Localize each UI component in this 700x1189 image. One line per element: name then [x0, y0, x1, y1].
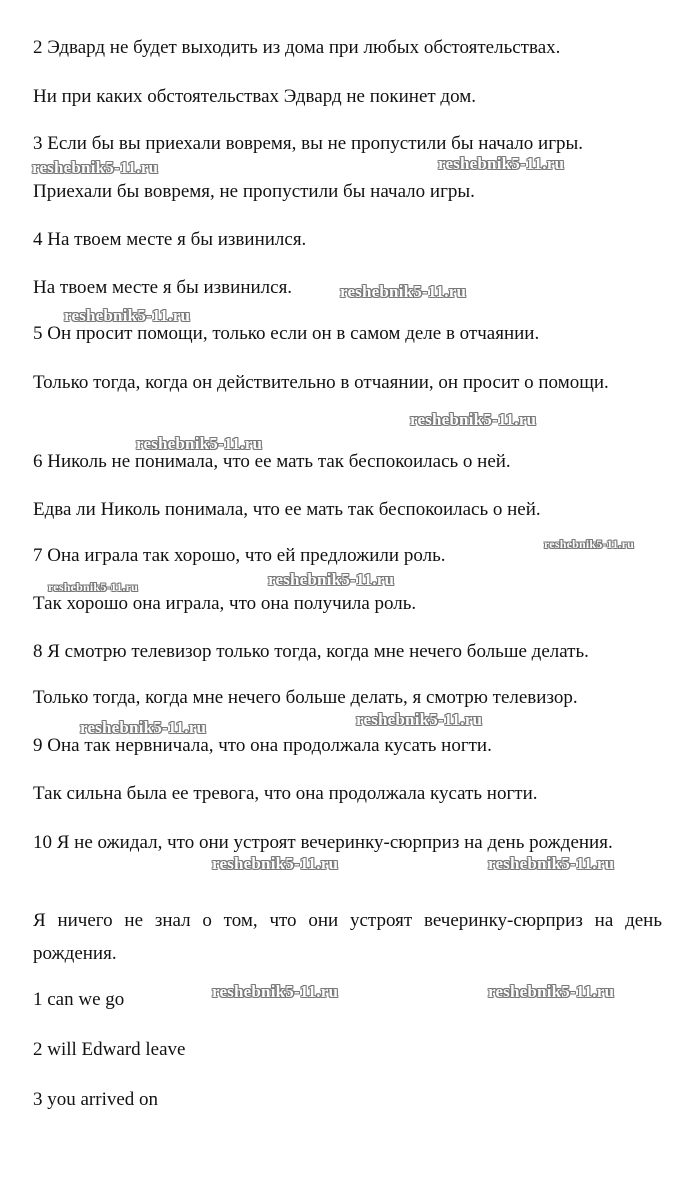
watermark: reshebnik5-11.ru — [48, 580, 138, 594]
watermark: reshebnik5-11.ru — [438, 154, 565, 173]
text-line: 6 Николь не понимала, что ее мать так беспокоилась о ней. — [33, 451, 511, 472]
text-line: 4 На твоем месте я бы извинился. — [33, 229, 307, 250]
text-line: 3 Если бы вы приехали вовремя, вы не пропустили бы начало игры. — [33, 133, 583, 154]
text-paragraph: Я ничего не знал о том, что они устроят вечеринку-сюрприз на день рождения. — [33, 910, 662, 964]
watermark: reshebnik5-11.ru — [356, 710, 483, 729]
text-line: На твоем месте я бы извинился. — [33, 277, 293, 298]
text-line: Так хорошо она играла, что она получила роль. — [33, 593, 417, 614]
watermark: reshebnik5-11.ru — [212, 854, 339, 873]
watermark: reshebnik5-11.ru — [340, 282, 467, 301]
watermark: reshebnik5-11.ru — [410, 410, 537, 429]
text-line: 2 will Edward leave — [33, 1039, 186, 1060]
text-line: 7 Она играла так хорошо, что ей предложили роль. — [33, 545, 446, 566]
text-line: 8 Я смотрю телевизор только тогда, когда мне нечего больше делать. — [33, 641, 589, 662]
text-paragraph: Только тогда, когда он действительно в отчаянии, он просит о помощи. — [33, 372, 609, 393]
text-line: 1 can we go — [33, 989, 125, 1010]
watermark: reshebnik5-11.ru — [212, 982, 339, 1001]
text-line: Ни при каких обстоятельствах Эдвард не покинет дом. — [33, 86, 477, 107]
text-line: Так сильна была ее тревога, что она продолжала кусать ногти. — [33, 783, 538, 804]
text-paragraph: 10 Я не ожидал, что они устроят вечеринку-сюрприз на день рождения. — [33, 832, 613, 853]
watermark: reshebnik5-11.ru — [488, 982, 615, 1001]
text-line: Только тогда, когда мне нечего больше делать, я смотрю телевизор. — [33, 687, 578, 708]
text-line: 3 you arrived on — [33, 1089, 159, 1110]
watermark: reshebnik5-11.ru — [64, 306, 191, 325]
text-line: 9 Она так нервничала, что она продолжала кусать ногти. — [33, 735, 492, 756]
text-line: 5 Он просит помощи, только если он в самом деле в отчаянии. — [33, 323, 540, 344]
text-line: 2 Эдвард не будет выходить из дома при любых обстоятельствах. — [33, 37, 561, 58]
watermark: reshebnik5-11.ru — [268, 570, 395, 589]
watermark: reshebnik5-11.ru — [32, 158, 159, 177]
watermark: reshebnik5-11.ru — [136, 434, 263, 453]
watermark: reshebnik5-11.ru — [80, 718, 207, 737]
watermark: reshebnik5-11.ru — [488, 854, 615, 873]
watermark: reshebnik5-11.ru — [544, 537, 634, 551]
text-line: Едва ли Николь понимала, что ее мать так беспокоилась о ней. — [33, 499, 541, 520]
text-line: Приехали бы вовремя, не пропустили бы начало игры. — [33, 181, 475, 202]
